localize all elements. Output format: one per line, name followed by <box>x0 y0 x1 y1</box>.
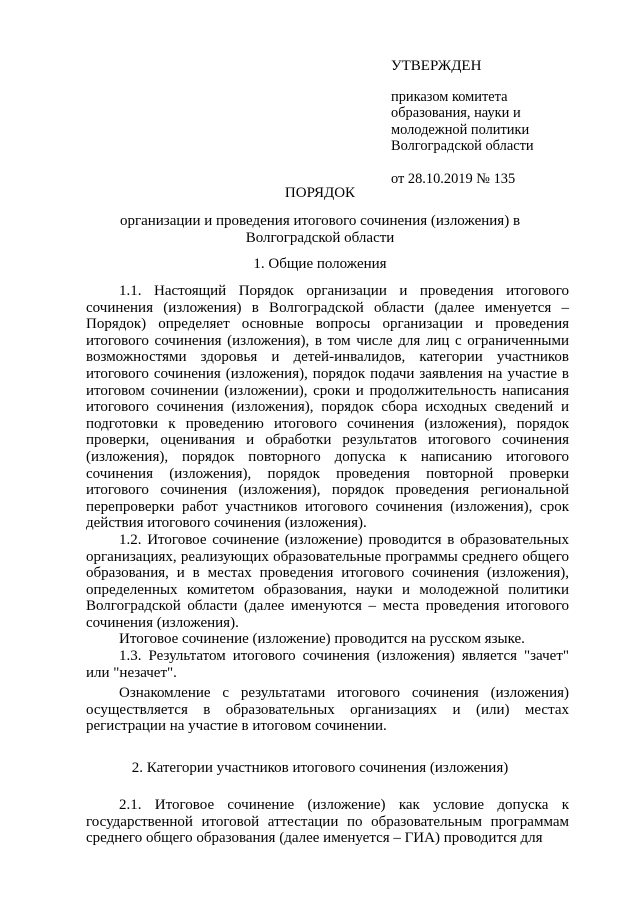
approval-line: образования, науки и <box>391 105 521 122</box>
document-title: ПОРЯДОК <box>284 185 356 201</box>
paragraph: 1.3. Результатом итогового сочинения (изложения) является "зачет" или "незачет". <box>86 648 569 681</box>
approval-line: молодежной политики <box>391 121 530 138</box>
approval-heading: УТВЕРЖДЕН <box>391 58 482 74</box>
approval-line: приказом комитета <box>391 88 508 105</box>
paragraph: Ознакомление с результатами итогового сочинения (изложения) осуществляется в образовательных организациях и (или) местах регистрации на участие в итоговом сочинении. <box>86 685 569 735</box>
section-heading: 2. Категории участников итогового сочинения (изложения) <box>131 760 509 776</box>
section-body <box>86 283 569 735</box>
approval-line: Волгоградской области <box>391 138 534 155</box>
section-body <box>86 797 569 847</box>
paragraph: 1.2. Итоговое сочинение (изложение) проводится в образовательных организациях, реализующих образовательные программы среднего общего образования, и в местах проведения итогового сочинения (изложения), определенных комитетом образования, науки и молодежной политики Волгоградской области (далее именуются – места проведения итогового сочинения (изложения). <box>86 531 569 631</box>
approval-date: от 28.10.2019 № 135 <box>391 170 516 187</box>
paragraph: 1.1. Настоящий Порядок организации и проведения итогового сочинения (изложения) в Волгоградской области (далее именуется – Порядок) определяет основные вопросы организации и проведения итогового сочинения (изложения), в том числе для лиц с ограниченными возможностями здоровья и детей-инвалидов, категории участников итогового сочинения (изложения), порядок подачи заявления на участие в итоговом сочинении (изложении), сроки и продолжительность написания итогового сочинения (изложения), порядок сбора исходных сведений и подготовки к проведению итогового сочинения (изложения), порядок проверки, оценивания и обработки результатов итогового сочинения (изложения), порядок повторного допуска к написанию итогового сочинения (изложения), порядок проведения повторной проверки итогового сочинения (изложения), порядок проведения региональной перепроверки работ участников итогового сочинения (изложения), срок действия итогового сочинения (изложения). <box>86 283 569 532</box>
document-subtitle: организации и проведения итогового сочинения (изложения) в Волгоградской области <box>119 213 521 246</box>
paragraph: Итоговое сочинение (изложение) проводится на русском языке. <box>119 631 525 648</box>
approval-block <box>391 58 631 188</box>
paragraph: 2.1. Итоговое сочинение (изложение) как условие допуска к государственной итоговой аттестации по образовательным программам среднего общего образования (далее именуется – ГИА) проводится для <box>86 797 569 847</box>
section-heading: 1. Общие положения <box>253 256 387 272</box>
